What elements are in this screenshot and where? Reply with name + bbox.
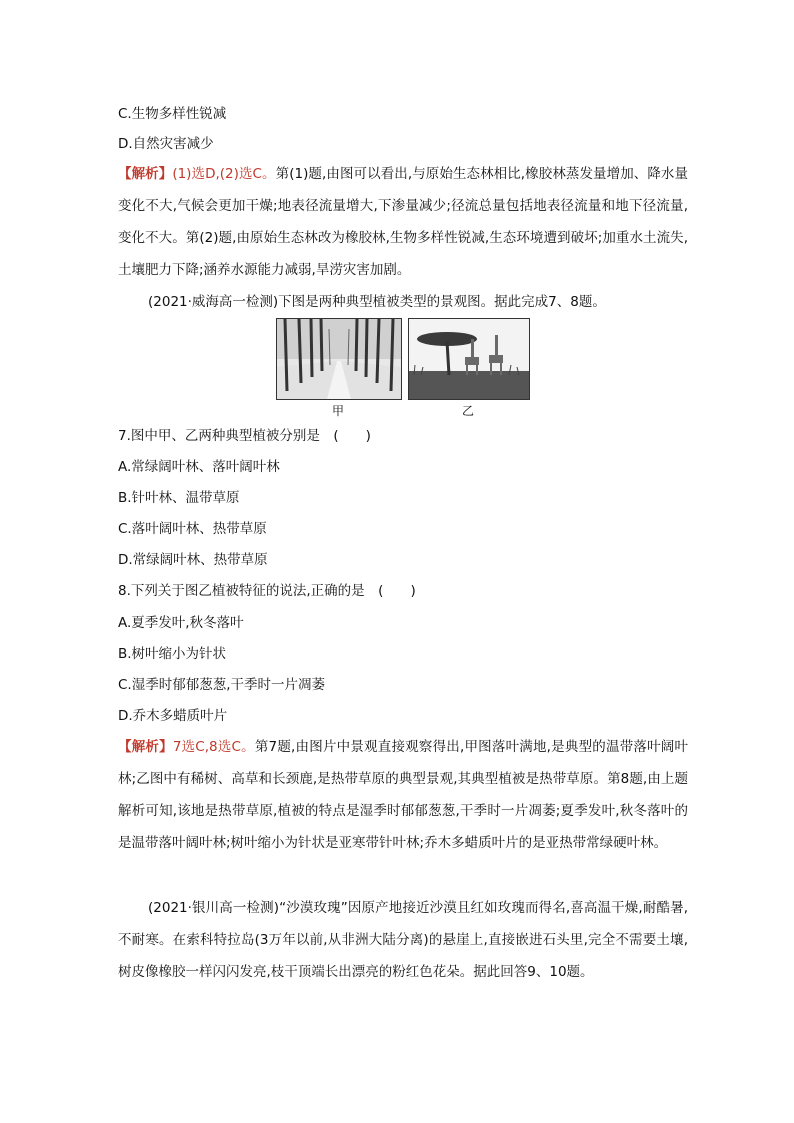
q8-option-b: B.树叶缩小为针状 <box>118 646 227 662</box>
figure-label-jia: 甲 <box>332 404 345 418</box>
analysis-body: 第(1)题,由图可以看出,与原始生态林相比,橡胶林蒸发量增加、降水量变化不大,气候会更加干燥;地表径流量增大,下渗量减少;径流总量包括地表径流量和地下径流量,变化不大。第(2)题,由原始生态林改为橡胶林,生物多样性锐减,生态环境遭到破坏;加重水土流失,土壤肥力下降;涵养水源能力减弱,旱涝灾害加剧。 <box>118 166 689 278</box>
q7-stem: 7.图中甲、乙两种典型植被分别是 ( ) <box>118 428 371 444</box>
analysis-2 <box>118 731 688 859</box>
figure-label-yi: 乙 <box>462 404 475 418</box>
q8-option-a: A.夏季发叶,秋冬落叶 <box>118 615 244 631</box>
intro-q9-q10: (2021·银川高一检测)“沙漠玫瑰”因原产地接近沙漠且红如玫瑰而得名,喜高温干燥,耐酷暑,不耐寒。在索科特拉岛(3万年以前,从非洲大陆分离)的悬崖上,直接嵌进石头里,完全不需要土壤,树皮像橡胶一样闪闪发亮,枝干顶端长出漂亮的粉红色花朵。据此回答9、10题。 <box>118 900 688 980</box>
analysis-answer: 7选C,8选C。 <box>172 739 255 755</box>
q7-option-d: D.常绿阔叶林、热带草原 <box>118 552 268 568</box>
analysis-tag: 【解析】 <box>118 166 173 182</box>
q8-stem: 8.下列关于图乙植被特征的说法,正确的是 ( ) <box>118 583 416 599</box>
analysis-answer: (1)选D,(2)选C。 <box>172 166 276 182</box>
q6-option-d: D.自然灾害减少 <box>118 136 214 152</box>
deciduous-forest-image <box>277 319 401 399</box>
photo-deciduous-forest <box>276 318 402 400</box>
q7-option-b: B.针叶林、温带草原 <box>118 490 240 506</box>
savanna-image <box>409 319 529 399</box>
intro-q7-q8: (2021·威海高一检测)下图是两种典型植被类型的景观图。据此完成7、8题。 <box>148 294 606 310</box>
q7-option-a: A.常绿阔叶林、落叶阔叶林 <box>118 459 280 475</box>
q8-option-c: C.湿季时郁郁葱葱,干季时一片凋萎 <box>118 677 326 693</box>
analysis-body: 第7题,由图片中景观直接观察得出,甲图落叶满地,是典型的温带落叶阔叶林;乙图中有稀树、高草和长颈鹿,是热带草原的典型景观,其典型植被是热带草原。第8题,由上题解析可知,该地是热带草原,植被的特点是湿季时郁郁葱葱,干季时一片凋萎;夏季发叶,秋冬落叶的是温带落叶阔叶林;树叶缩小为针状是亚寒带针叶林;乔木多蜡质叶片的是亚热带常绿硬叶林。 <box>118 739 689 851</box>
q8-option-d: D.乔木多蜡质叶片 <box>118 708 228 724</box>
q7-option-c: C.落叶阔叶林、热带草原 <box>118 521 267 537</box>
photo-savanna <box>408 318 530 400</box>
q6-option-c: C.生物多样性锐减 <box>118 106 227 122</box>
analysis-tag: 【解析】 <box>118 739 173 755</box>
analysis-1 <box>118 158 688 286</box>
